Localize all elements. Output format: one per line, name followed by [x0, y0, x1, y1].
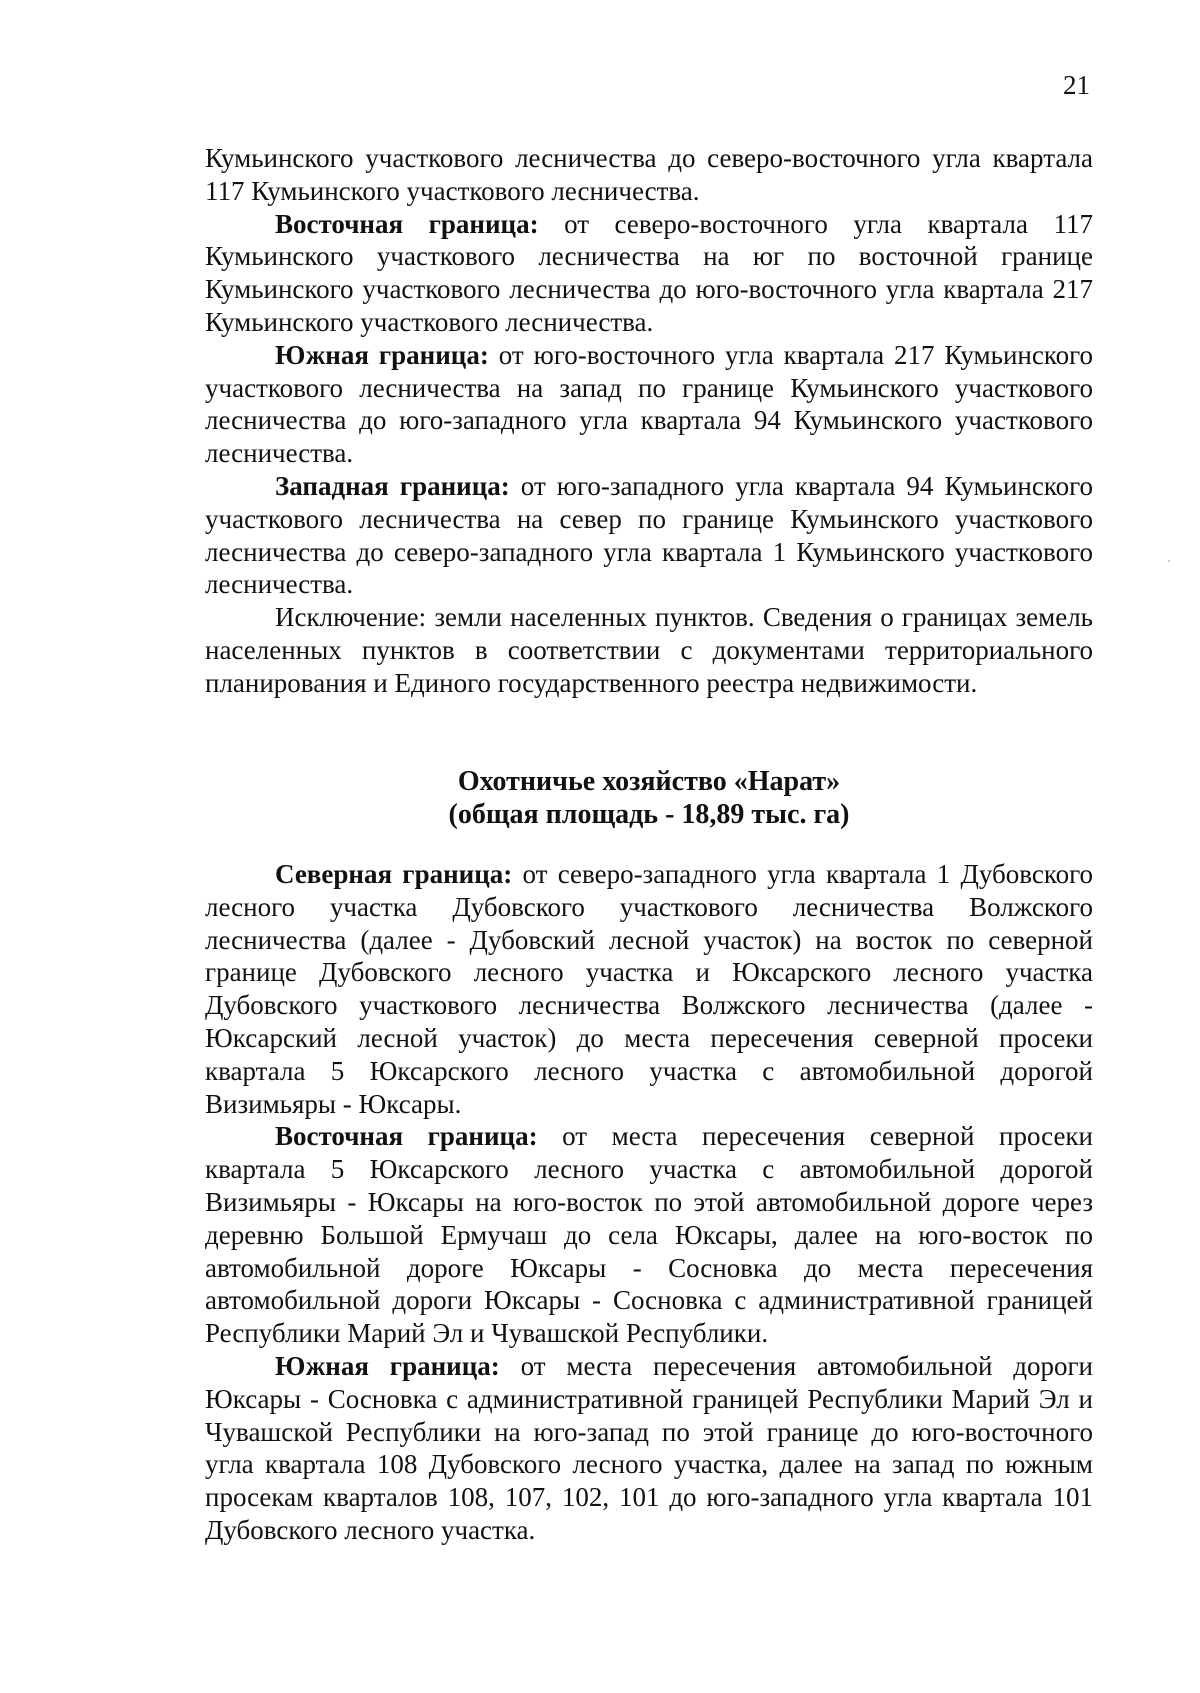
- west-boundary-paragraph: [205, 470, 1093, 601]
- east-boundary-paragraph: [205, 208, 1093, 339]
- narat-south-boundary-paragraph: [205, 1350, 1093, 1547]
- narat-boundaries: [205, 858, 1093, 1547]
- south-boundary-paragraph: [205, 339, 1093, 470]
- narat-east-boundary-label: Восточная граница:: [275, 1121, 538, 1152]
- narat-south-boundary-text: от места пересечения автомобильной дороги Юксары - Сосновка с административной границей Республики Марий Эл и Чувашской Республики на юго-запад по этой границе до юго-восточного угла квартала 108 Дубовского лесного участка, далее на запад по южным просекам кварталов 108, 107, 102, 101 до юго-западного угла квартала 101 Дубовского лесного участка.: [205, 1350, 1093, 1545]
- west-boundary-text: от юго-западного угла квартала 94 Кумьинского участкового лесничества на север по границе Кумьинского участкового лесничества до северо-западного угла квартала 1 Кумьинского участкового лесничества.: [205, 470, 1094, 600]
- narat-east-boundary-paragraph: [205, 1120, 1093, 1350]
- hunting-area-title: Охотничье хозяйство «Нарат»: [457, 766, 841, 797]
- west-boundary-label: Западная граница:: [275, 470, 510, 501]
- continued-paragraph: Кумьинского участкового лесничества до северо-восточного угла квартала 117 Кумьинского участкового лесничества.: [205, 143, 1093, 206]
- exception-paragraph: Исключение: земли населенных пунктов. Сведения о границах земель населенных пунктов в соответствии с документами территориального планирования и Единого государственного реестра недвижимости.: [205, 602, 1093, 698]
- east-boundary-label: Восточная граница:: [275, 208, 539, 239]
- narat-south-boundary-label: Южная граница:: [275, 1350, 500, 1381]
- south-boundary-text: от юго-восточного угла квартала 217 Кумьинского участкового лесничества на запад по границе Кумьинского участкового лесничества до юго-западного угла квартала 94 Кумьинского участкового лесничества.: [205, 339, 1093, 469]
- north-boundary-label: Северная граница:: [275, 859, 513, 889]
- narat-east-boundary-text: от места пересечения северной просеки квартала 5 Юксарского лесного участка с автомобильной дорогой Визимьяры - Юксары на юго-восток по этой автомобильной дороге через деревню Большой Ермучаш до села Юксары, далее на юго-восток по автомобильной дороге Юксары - Сосновка до места пересечения автомобильной дороги Юксары - Сосновка с административной границей Республики Марий Эл и Чувашской Республики.: [205, 1121, 1093, 1349]
- east-boundary-text: от северо-восточного угла квартала 117 Кумьинского участкового лесничества на юг по восточной границе Кумьинского участкового лесничества до юго-восточного угла квартала 217 Кумьинского участкового лесничества.: [205, 208, 1093, 337]
- page-number: 21: [1063, 70, 1090, 100]
- north-boundary-paragraph: [205, 858, 1093, 1120]
- section-heading: [205, 765, 1093, 831]
- south-boundary-label: Южная граница:: [275, 339, 489, 370]
- north-boundary-text: от северо-западного угла квартала 1 Дубовского лесного участка Дубовского участкового лесничества Волжского лесничества (далее - Дубовский лесной участок) на восток по северной границе Дубовского лесного участка и Юксарского лесного участка Дубовского участкового лесничества Волжского лесничества (далее - Юксарский лесной участок) до места пересечения северной просеки квартала 5 Юксарского лесного участка с автомобильной дорогой Визимьяры - Юксары.: [205, 859, 1093, 1119]
- scan-speck: [1168, 560, 1170, 562]
- previous-area-boundaries: [205, 142, 1093, 700]
- hunting-area-size: (общая площадь - 18,89 тыс. га): [448, 799, 850, 830]
